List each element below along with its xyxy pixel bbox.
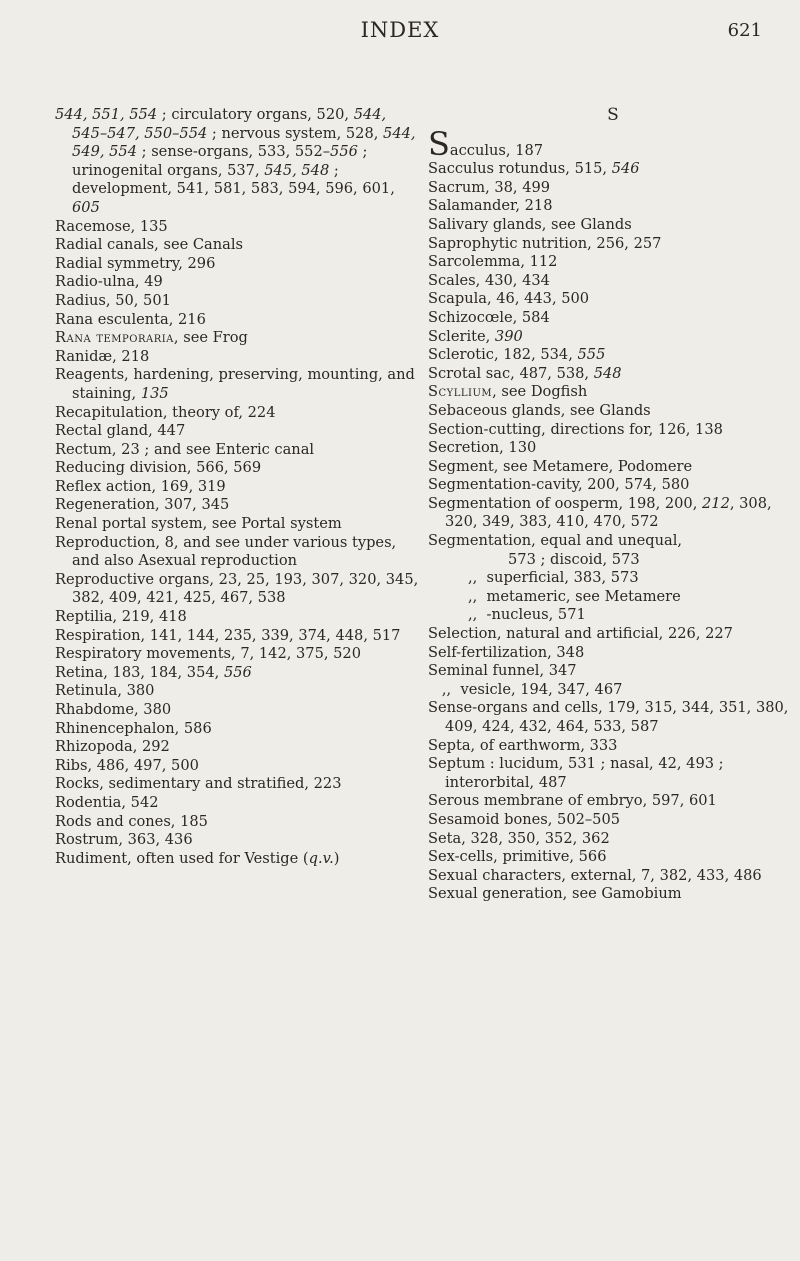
index-entry: Scapula, 46, 443, 500 [428, 290, 590, 308]
index-entry: Rhizopoda, 292 [55, 738, 170, 756]
index-entry: 573 ; discoid, 573 [508, 550, 640, 568]
index-entry: ,, metameric, see Metamere [468, 587, 681, 605]
index-entry: Rods and cones, 185 [55, 812, 208, 830]
index-entry: Scales, 430, 434 [428, 271, 550, 289]
index-entry: Radial symmetry, 296 [55, 254, 216, 272]
index-entry: Recapitulation, theory of, 224 [55, 403, 276, 421]
index-entry: Scrotal sac, 487, 538, 548 [428, 364, 622, 382]
index-entry: Salamander, 218 [428, 197, 553, 215]
index-entry: Respiratory movements, 7, 142, 375, 520 [55, 645, 362, 663]
index-entry: Regeneration, 307, 345 [55, 496, 230, 514]
index-entry: ,, -nucleus, 571 [468, 606, 586, 624]
index-entry: Retinula, 380 [55, 682, 155, 700]
index-entry: Rectal gland, 447 [55, 422, 186, 440]
index-entry: Rana temporaria, see Frog [55, 329, 248, 347]
index-entry: Radius, 50, 501 [55, 291, 171, 309]
index-entry: Rocks, sedimentary and stratified, 223 [55, 775, 342, 793]
page-number: 621 [727, 20, 762, 41]
index-entry: Sarcolemma, 112 [428, 253, 558, 271]
index-entry: Radial canals, see Canals [55, 236, 243, 254]
index-entry: Sacrum, 38, 499 [428, 178, 551, 196]
index-entry: Rhabdome, 380 [55, 701, 172, 718]
index-entry: Sesamoid bones, 502–505 [428, 810, 621, 828]
index-entry: Segmentation-cavity, 200, 574, 580 [428, 476, 690, 494]
index-entry: Rectum, 23 ; and see Enteric canal [55, 440, 315, 458]
index-entry: Schizocœle, 584 [428, 308, 550, 326]
index-entry: Reptilia, 219, 418 [55, 608, 187, 626]
index-entry: Sclerotic, 182, 534, 555 [428, 346, 606, 364]
index-entry: Sclerite, 390 [428, 327, 523, 345]
index-entry: Septum : lucidum, 531 ; nasal, 42, 493 ; interorbital, 487 [428, 755, 724, 791]
index-entry: Rodentia, 542 [55, 793, 159, 811]
index-entry: Rana esculenta, 216 [55, 310, 206, 328]
index-entry: Section-cutting, directions for, 126, 138 [428, 420, 723, 438]
index-column-left [55, 106, 425, 868]
index-entry: 544, 551, 554 ; circulatory organs, 520, 544, 545–547, 550–554 ; nervous system, 528, 544, 549, 554 ; sense-organs, 533, 552–556 ; urinogenital organs, 537, 545, 548 ; development, 541, 581, 583, 594, 596, 601, 605 [55, 106, 416, 216]
index-entry: Reproduction, 8, and see under various types, and also Asexual reproduction [55, 533, 397, 570]
index-entry: Scyllium, see Dogfish [428, 383, 588, 401]
index-entry: Respiration, 141, 144, 235, 339, 374, 448, 517 [55, 626, 401, 644]
index-entry: ,, vesicle, 194, 347, 467 [428, 680, 623, 698]
index-entry: Salivary glands, see Glands [428, 215, 632, 233]
index-entry: Saprophytic nutrition, 256, 257 [428, 234, 662, 252]
page-header [0, 8, 800, 48]
index-entry: Sexual characters, external, 7, 382, 433, 486 [428, 866, 762, 884]
index-entry: Sacculus rotundus, 515, 546 [428, 160, 640, 178]
index-entry: Reflex action, 169, 319 [55, 477, 226, 495]
index-entry: Sense-organs and cells, 179, 315, 344, 351, 380, 409, 424, 432, 464, 533, 587 [428, 699, 789, 735]
index-entry: Segment, see Metamere, Podomere [428, 457, 693, 475]
index-entry: Sacculus, 187 [428, 124, 544, 163]
index-entry: Reducing division, 566, 569 [55, 459, 262, 477]
index-entry: Secretion, 130 [428, 439, 537, 457]
index-entry: Self-fertilization, 348 [428, 643, 585, 661]
section-letter: S [607, 105, 619, 125]
index-entry: Rhinencephalon, 586 [55, 719, 212, 737]
index-entry: ,, superficial, 383, 573 [468, 569, 639, 587]
index-entry: Segmentation, equal and unequal, [428, 532, 683, 550]
index-entry: Sebaceous glands, see Glands [428, 401, 651, 419]
index-entry: Radio-ulna, 49 [55, 273, 163, 291]
index-entry: Sex-cells, primitive, 566 [428, 848, 607, 866]
index-entry: Rudiment, often used for Vestige (q.v.) [55, 849, 340, 867]
index-entry: Retina, 183, 184, 354, 556 [55, 663, 252, 681]
index-entry: Renal portal system, see Portal system [55, 515, 342, 533]
index-entry: Reagents, hardening, preserving, mounting, and staining, 135 [55, 366, 415, 402]
index-entry: Serous membrane of embryo, 597, 601 [428, 792, 717, 810]
index-entry: Seminal funnel, 347 [428, 662, 577, 680]
index-entry: Ribs, 486, 497, 500 [55, 756, 199, 774]
index-entry: Reproductive organs, 23, 25, 193, 307, 320, 345, 382, 409, 421, 425, 467, 538 [55, 570, 419, 607]
index-entry: Ranidæ, 218 [55, 347, 150, 365]
index-entry: Rostrum, 363, 436 [55, 831, 193, 849]
index-column-right [428, 106, 798, 904]
index-entry: Segmentation of oosperm, 198, 200, 212, 308, 320, 349, 383, 410, 470, 572 [428, 494, 772, 531]
running-title: INDEX [360, 18, 440, 42]
index-entry: Sexual generation, see Gamobium [428, 885, 682, 903]
index-entry: Selection, natural and artificial, 226, 227 [428, 625, 733, 643]
index-entry: Septa, of earthworm, 333 [428, 736, 618, 754]
index-entry: Seta, 328, 350, 352, 362 [428, 829, 610, 847]
index-entry: Racemose, 135 [55, 217, 168, 235]
